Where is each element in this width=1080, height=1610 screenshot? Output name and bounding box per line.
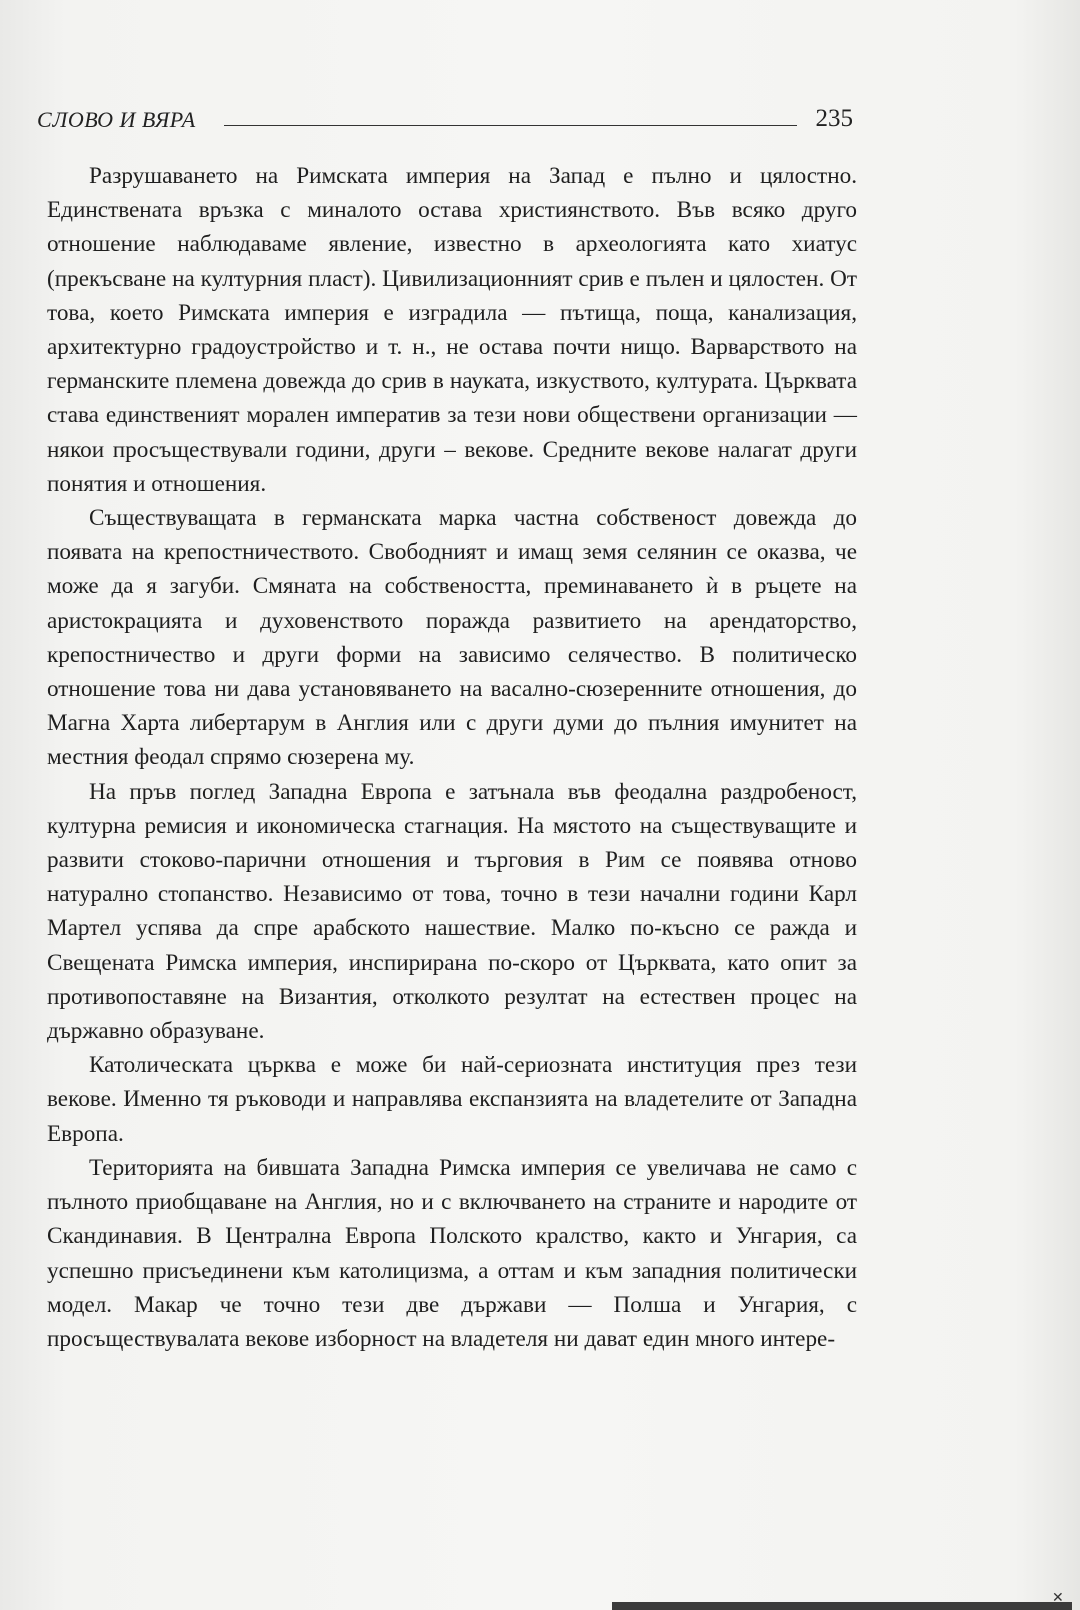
running-title: СЛОВО И ВЯРА	[37, 107, 196, 132]
paragraph-1: Разрушаването на Римската империя на Запад е пълно и цялостно. Единствената връзка с миналото остава християнството. Във всяко друго отношение наблюдаваме явление, известно в археологията като хиатус (прекъсване на културния пласт). Цивилизационният срив е пълен и цялостен. От това, което Римската империя е изградила — пътища, поща, канализация, архитектурно градоустройство и т. н., не остава почти нищо. Варварството на германските племена довежда до срив в науката, изкуството, културата. Църквата става единственият морален императив за тези нови обществени организации — някои просъществували години, други – векове. Средните векове налагат други понятия и отношения.	[47, 163, 857, 497]
page-number: 235	[815, 105, 853, 132]
running-head	[37, 103, 855, 143]
paragraph-2: Съществуващата в германската марка частна собственост довежда до появата на крепостничеството. Свободният и имащ земя селянин се оказва, че може да я загуби. Смяната на собствеността, преминаването ѝ в ръцете на аристокрацията и духовенството поражда развитието на арендаторство, крепостничество и други форми на зависимо селячество. В политическо отношение това ни дава установяването на васално-сюзеренните отношения, до Магна Харта либертарум в Англия или с други думи до пълния имунитет на местния феодал спрямо сюзерена му.	[47, 505, 857, 771]
body-text	[47, 159, 857, 1356]
paragraph-4: Католическата църква е може би най-сериозната институция през тези векове. Именно тя ръководи и направлява експанзията на владетелите от Западна Европа.	[47, 1052, 857, 1147]
header-rule	[224, 125, 797, 126]
paragraph-3: На пръв поглед Западна Европа е затънала във феодална раздробеност, културна ремисия и икономическа стагнация. На мястото на съществуващите и развити стоково-парични отношения и търговия в Рим се появява отново натурално стопанство. Независимо от това, точно в тези начални години Карл Мартел успява да спре арабското нашествие. Малко по-късно се ражда и Свещената Римска империя, инспирирана по-скоро от Църквата, като опит за противопоставяне на Византия, отколкото резултат на естествен процес на държавно образуване.	[47, 778, 857, 1045]
scan-bottom-edge	[612, 1602, 1072, 1610]
scan-corner-mark-icon: ✕	[1052, 1590, 1064, 1606]
paragraph-5: Територията на бившата Западна Римска империя се увеличава не само с пълното приобщаване на Англия, но и с включването на страните и народите от Скандинавия. В Централна Европа Полското кралство, както и Унгария, са успешно присъединени към католицизма, а оттам и към западния политически модел. Макар че точно тези две държави — Полша и Унгария, с просъществувалата векове изборност на владетеля ни дават един много интере-	[47, 1154, 857, 1352]
